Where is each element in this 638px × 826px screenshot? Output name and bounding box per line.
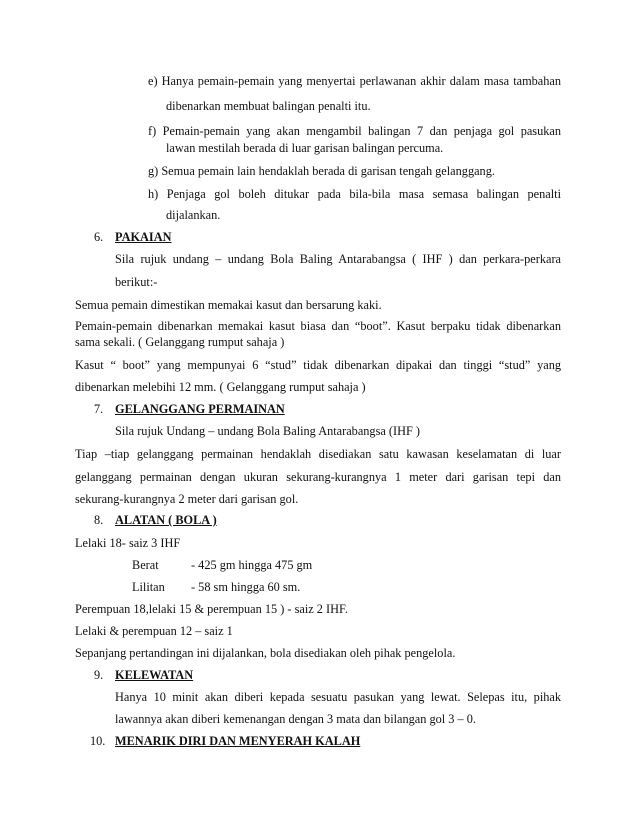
section-7-paragraph-line3: sekurang-kurangnya 2 meter dari garisan gol. xyxy=(75,492,299,506)
section-6-intro-line1: Sila rujuk undang – undang Bola Baling Antarabangsa ( IHF ) dan perkara-perkara xyxy=(115,252,561,266)
item-h-line1: h) Penjaga gol boleh ditukar pada bila-bila masa semasa balingan penalti xyxy=(148,187,561,201)
item-f-line1: f) Pemain-pemain yang akan mengambil balingan 7 dan penjaga gol pasukan xyxy=(148,124,561,138)
section-8-berat-label: Berat xyxy=(132,558,159,572)
section-6-number: 6. xyxy=(94,230,104,244)
section-6-paragraph2-line1: Pemain-pemain dibenarkan memakai kasut biasa dan “boot”. Kasut berpaku tidak dibenarkan xyxy=(75,319,561,333)
item-f-line2: lawan mestilah berada di luar garisan balingan percuma. xyxy=(166,141,444,155)
section-8-line4: Sepanjang pertandingan ini dijalankan, bola disediakan oleh pihak pengelola. xyxy=(75,646,456,660)
item-h-line2: dijalankan. xyxy=(166,208,221,222)
section-9-paragraph-line2: lawannya akan diberi kemenangan dengan 3 mata dan bilangan gol 3 – 0. xyxy=(115,712,476,726)
section-6-paragraph2-line2: sama sekali. ( Gelanggang rumput sahaja ) xyxy=(75,335,285,349)
item-g-line1: g) Semua pemain lain hendaklah berada di garisan tengah gelanggang. xyxy=(148,164,495,178)
section-8-number: 8. xyxy=(94,513,104,527)
section-6-intro-line2: berikut:- xyxy=(115,275,158,289)
section-8-lilitan-value: - 58 sm hingga 60 sm. xyxy=(191,580,301,594)
section-7-paragraph-line1: Tiap –tiap gelanggang permainan hendaklah disediakan satu kawasan keselamatan di luar xyxy=(75,447,561,461)
section-9-paragraph-line1: Hanya 10 minit akan diberi kepada sesuatu pasukan yang lewat. Selepas itu, pihak xyxy=(115,690,561,704)
section-8-line1: Lelaki 18- saiz 3 IHF xyxy=(75,536,181,550)
section-6-title: PAKAIAN xyxy=(115,230,172,244)
section-7-intro: Sila rujuk Undang – undang Bola Baling Antarabangsa (IHF ) xyxy=(115,424,420,438)
section-7-paragraph-line2: gelanggang permainan dengan ukuran sekurang-kurangnya 1 meter dari garisan tepi dan xyxy=(75,470,561,484)
section-10-title: MENARIK DIRI DAN MENYERAH KALAH xyxy=(115,734,361,748)
section-8-berat-value: - 425 gm hingga 475 gm xyxy=(191,558,313,572)
section-8-line2: Perempuan 18,lelaki 15 & perempuan 15 ) - saiz 2 IHF. xyxy=(75,602,348,616)
section-8-line3: Lelaki & perempuan 12 – saiz 1 xyxy=(75,624,233,638)
section-6-paragraph3-line1: Kasut “ boot” yang mempunyai 6 “stud” tidak dibenarkan dipakai dan tinggi “stud” yang xyxy=(75,358,561,372)
section-8-title: ALATAN ( BOLA ) xyxy=(115,513,217,527)
item-e-line2: dibenarkan membuat balingan penalti itu. xyxy=(166,99,371,113)
section-7-number: 7. xyxy=(94,402,104,416)
section-6-paragraph3-line2: dibenarkan melebihi 12 mm. ( Gelanggang rumput sahaja ) xyxy=(75,380,366,394)
section-6-paragraph1: Semua pemain dimestikan memakai kasut dan bersarung kaki. xyxy=(75,298,382,312)
section-9-number: 9. xyxy=(94,668,104,682)
item-e-line1: e) Hanya pemain-pemain yang menyertai perlawanan akhir dalam masa tambahan xyxy=(148,74,561,88)
section-8-lilitan-label: Lilitan xyxy=(132,580,165,594)
section-10-number: 10. xyxy=(90,734,106,748)
section-7-title: GELANGGANG PERMAINAN xyxy=(115,402,285,416)
section-9-title: KELEWATAN xyxy=(115,668,194,682)
